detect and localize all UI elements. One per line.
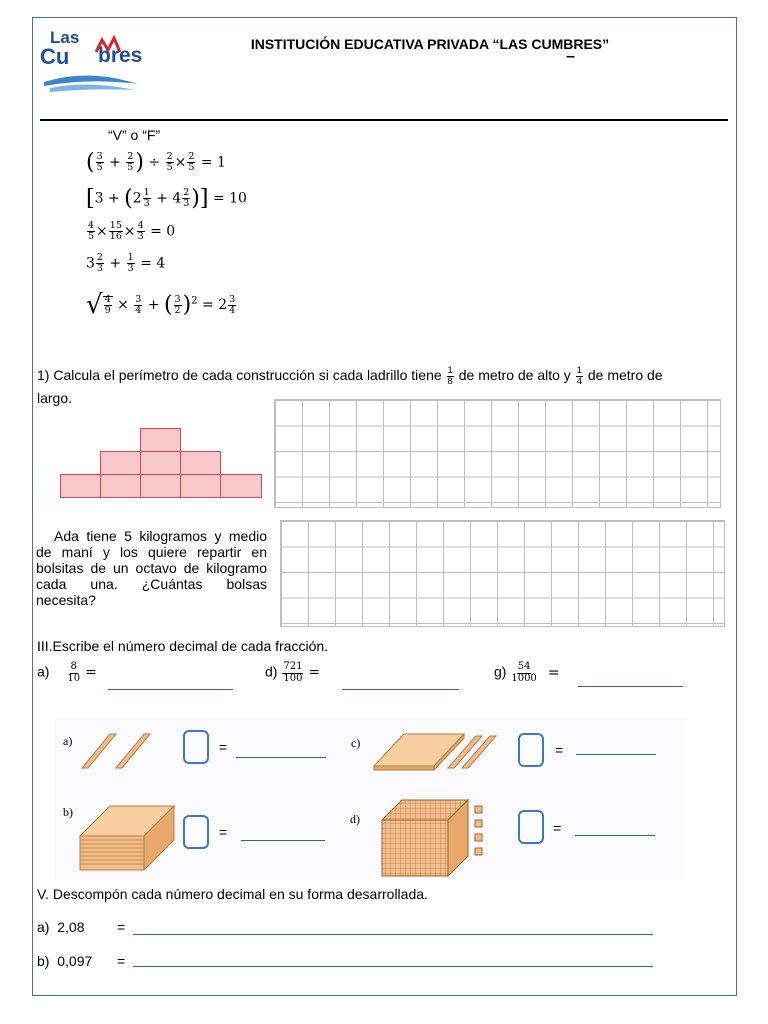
cube-icon xyxy=(380,798,490,878)
work-grid-1[interactable] xyxy=(274,399,721,508)
fraction-item-g xyxy=(494,662,559,684)
brick xyxy=(60,474,101,498)
equals-sign-5b: = xyxy=(117,953,126,969)
fraction-item-a xyxy=(37,662,97,684)
answer-box-a[interactable] xyxy=(183,730,209,764)
equals-sign-b: = xyxy=(219,824,228,840)
answer-line-a[interactable] xyxy=(108,688,233,690)
item-label: a) xyxy=(37,919,50,935)
answer-line-block-b[interactable] xyxy=(241,839,325,841)
rods-icon xyxy=(80,730,160,770)
equals-sign-d: = xyxy=(553,820,562,836)
section1-text-largo: largo. xyxy=(37,390,73,406)
equals-sign-5a: = xyxy=(117,919,126,935)
decompose-item-a xyxy=(37,919,84,935)
item-label: g) xyxy=(494,663,507,680)
brick xyxy=(180,474,221,498)
item-label: d) xyxy=(265,663,278,680)
equals-sign: = xyxy=(547,664,560,681)
vf-equation-3: $\frac{4}{5}$ × $\frac{15}{16}$ × $\frac{4}{3}$ = 0 xyxy=(88,220,176,242)
vf-result-4: = 4 xyxy=(140,255,166,272)
header-rule xyxy=(40,119,728,121)
brick xyxy=(140,428,181,452)
brick xyxy=(140,451,181,475)
vf-equation-2: [3 + (2 $\frac{1}{3}$ + 4 $\frac{2}{3}$ )] = 10 xyxy=(86,186,247,211)
section1-text-c: de metro de xyxy=(587,367,663,384)
answer-line-block-c[interactable] xyxy=(576,753,656,755)
vf-result-2: = 10 xyxy=(212,190,247,207)
school-logo xyxy=(38,26,146,96)
section1-text-a: 1) Calcula el perímetro de cada construcción si cada ladrillo tiene xyxy=(37,367,442,384)
section1-frac-1: $\frac{1}{8}$ xyxy=(447,365,453,387)
answer-line-5b[interactable] xyxy=(133,965,653,967)
item-label: b) xyxy=(37,953,50,969)
vf-equation-4: 3 $\frac{2}{3}$ + $\frac{1}{3}$ = 4 xyxy=(86,252,166,274)
vf-result-1: = 1 xyxy=(200,154,226,171)
brick xyxy=(100,474,141,498)
fraction: $\frac{54}{1000}$ xyxy=(511,661,537,684)
brick xyxy=(100,451,141,475)
answer-line-5a[interactable] xyxy=(133,933,653,935)
equals-sign: = xyxy=(308,664,321,681)
vf-equation-1: ( $\frac{3}{5}$ + $\frac{2}{5}$ ) ÷ $\frac{2}{5}$ × $\frac{2}{5}$ = 1 xyxy=(86,150,226,175)
item-label: a) xyxy=(37,663,50,680)
section2-text: Ada tiene 5 kilogramos y medio de maní y los quiere repartir en bolsitas de un octavo de kilogramo cada una. ¿Cuántas bolsas necesita? xyxy=(36,528,267,608)
school-title: INSTITUCIÓN EDUCATIVA PRIVADA “LAS CUMBRES” xyxy=(250,36,610,52)
brick xyxy=(180,451,221,475)
fraction: $\frac{8}{10}$ xyxy=(67,661,81,684)
block-label-a: a) xyxy=(63,734,73,748)
decimal-value: 2,08 xyxy=(57,919,85,935)
header-dash: – xyxy=(566,48,575,65)
answer-line-d[interactable] xyxy=(342,688,459,690)
decompose-item-b xyxy=(37,953,92,969)
decimal-value: 0,097 xyxy=(57,953,93,969)
logo-text-las: Las xyxy=(50,28,80,47)
vf-equation-5: √ $\frac{4}{9}$ × $\frac{3}{4}$ + ( $\frac{3}{2}$ )$^2$ = 2 $\frac{3}{4}$ xyxy=(86,290,236,320)
section1-frac-2: $\frac{1}{4}$ xyxy=(576,365,582,387)
equals-sign-a: = xyxy=(219,739,228,755)
brick xyxy=(220,474,262,498)
vf-result-5: = 2 xyxy=(202,297,228,313)
equals-sign-c: = xyxy=(555,742,564,758)
brick-construction xyxy=(60,428,262,498)
block-label-c: c) xyxy=(351,736,361,750)
answer-box-d[interactable] xyxy=(518,810,544,844)
fraction: $\frac{721}{100}$ xyxy=(283,661,303,684)
answer-line-block-d[interactable] xyxy=(575,834,655,836)
answer-box-b[interactable] xyxy=(183,815,209,849)
logo-text-cu: Cu xyxy=(40,44,70,69)
stacked-flats-icon xyxy=(78,802,178,874)
answer-box-c[interactable] xyxy=(518,733,544,767)
fraction-item-d xyxy=(265,662,320,684)
vf-title: “V” o “F” xyxy=(108,127,161,143)
section1-text xyxy=(37,366,737,387)
section1-text-b: de metro de alto y xyxy=(458,367,571,384)
section5-title: V. Descompón cada número decimal en su forma desarrollada. xyxy=(37,886,428,902)
work-grid-2[interactable] xyxy=(280,520,725,627)
block-label-b: b) xyxy=(63,805,73,819)
vf-result-3: = 0 xyxy=(150,223,176,240)
logo-text-bres: bres xyxy=(98,44,143,67)
flat-and-rods-icon xyxy=(372,728,506,772)
brick xyxy=(140,474,181,498)
equals-sign: = xyxy=(84,664,97,681)
block-label-d: d) xyxy=(350,812,360,826)
answer-line-g[interactable] xyxy=(578,685,683,687)
answer-line-block-a[interactable] xyxy=(236,756,326,758)
section3-title: III.Escribe el número decimal de cada fracción. xyxy=(37,638,329,654)
